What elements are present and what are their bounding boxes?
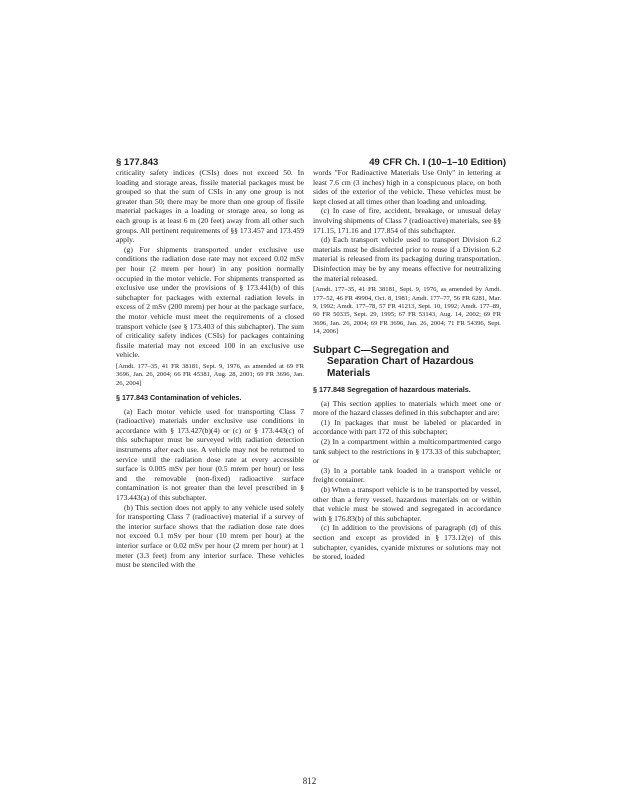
paragraph: (g) For shipments transported under exclusive use conditions the radiation dose rate may not exceed 0.02 mSv per hour (2 mrem per hour) in any position normally occupied in the motor vehicle. For shipments transported as exclusive use under the provisions of § 173.441(b) of this subchapter for packages with external radiation levels in excess of 2 mSv (200 mrem) per hour at the package surface, the motor vehicle must meet the requirements of a closed transport vehicle (see § 173.403 of this subchapter). The sum of criticality safety indices (CSIs) for packages containing fissile material may not exceed 100 in an exclusive use vehicle. — [116, 244, 304, 360]
paragraph: (3) In a portable tank loaded in a transport vehicle or freight container. — [313, 465, 501, 485]
running-title: 49 CFR Ch. I (10–1–10 Edition) — [369, 157, 506, 168]
paragraph: (a) This section applies to materials which meet one or more of the hazard classes defined in this subchapter and are: — [313, 398, 501, 418]
paragraph: (2) In a compartment within a multicompartmented cargo tank subject to the restrictions in § 173.33 of this subchapter; or — [313, 437, 501, 466]
right-column — [313, 168, 501, 562]
paragraph: (b) This section does not apply to any vehicle used solely for transporting Class 7 (radioactive) material if a survey of the interior surface shows that the radiation dose rate does not exceed 0.1 mSv per hour (10 mrem per hour) at the interior surface or 0.02 mSv per hour (2 mrem per hour) at 1 meter (3.3 feet) from any interior surface. These vehicles must be stenciled with the — [116, 502, 304, 570]
paragraph: (c) In addition to the provisions of paragraph (d) of this section and except as provided in § 173.12(e) of this subchapter, cyanides, cyanide mixtures or solutions may not be stored, loaded — [313, 523, 501, 562]
paragraph: words "For Radioactive Materials Use Only" in lettering at least 7.6 cm (3 inches) high in a conspicuous place, on both sides of the exterior of the vehicle. These vehicles must be kept closed at all times other than loading and unloading. — [313, 168, 501, 206]
section-title: § 177.843 Contamination of vehicles. — [116, 393, 242, 403]
section-header: § 177.843 — [116, 157, 159, 168]
paragraph: (d) Each transport vehicle used to transport Division 6.2 materials must be disinfected prior to reuse if a Division 6.2 material is released from its packaging during transportation. Disinfection may be by any means effective for neutralizing the material released. — [313, 235, 501, 283]
paragraph: criticality safety indices (CSIs) does not exceed 50. In loading and storage areas, fissile material packages must be grouped so that the sum of CSIs in any one group is not greater than 50; there may be more than one group of fissile material packages in a loading or storage area, so long as each group is at least 6 m (20 feet) away from all other such groups. All pertinent requirements of §§ 173.457 and 173.459 apply. — [116, 168, 304, 245]
paragraph: (b) When a transport vehicle is to be transported by vessel, other than a ferry vessel, hazardous materials on or within that vehicle must be stowed and segregated in accordance with § 176.83(b) of this subchapter. — [313, 485, 501, 523]
subpart-heading: Subpart C—Segregation and Separation Chart of Hazardous Materials — [313, 344, 474, 379]
paragraph: (a) Each motor vehicle used for transporting Class 7 (radioactive) materials under exclusive use conditions in accordance with § 173.427(b)(4) or (c) or § 173.443(c) of this subchapter must be surveyed with radiation detection instruments after each use. A vehicle may not be returned to service until the radiation dose rate at every accessible surface is 0.005 mSv per hour (0.5 mrem per hour) or less and the removable (non-fixed) radioactive surface contamination is not greater than the level prescribed in § 173.443(a) of this subchapter. — [116, 406, 304, 503]
left-column — [116, 168, 304, 570]
page-number: 812 — [302, 776, 317, 786]
section-title: § 177.848 Segregation of hazardous materials. — [313, 385, 471, 395]
source-note: [Amdt. 177–35, 41 FR 38181, Sept. 9, 1976, as amended at 69 FR 3696, Jan. 26, 2004; 66 FR 45381, Aug. 28, 2001; 69 FR 3696, Jan. 26, 2004] — [116, 362, 304, 387]
source-note: [Amdt. 177–35, 41 FR 38181, Sept. 9, 1976, as amended by Amdt. 177–52, 46 FR 49904, Oct. 8, 1981; Amdt. 177–77, 56 FR 6281, Mar. 9, 1992; Amdt. 177–78, 57 FR 41213, Sept. 10, 1992; Amdt. 177–89, 60 FR 50335, Sept. 29, 1995; 67 FR 53143, Aug. 14, 2002; 69 FR 3696, Jan. 26, 2004; 69 FR 3696, Jan. 26, 2004; 71 FR 54396, Sept. 14, 2006] — [313, 286, 501, 336]
paragraph: (c) In case of fire, accident, breakage, or unusual delay involving shipments of Class 7 (radioactive) materials, see §§ 171.15, 171.16 and 177.854 of this subchapter. — [313, 206, 501, 235]
paragraph: (1) In packages that must be labeled or placarded in accordance with part 172 of this subchapter; — [313, 417, 501, 437]
